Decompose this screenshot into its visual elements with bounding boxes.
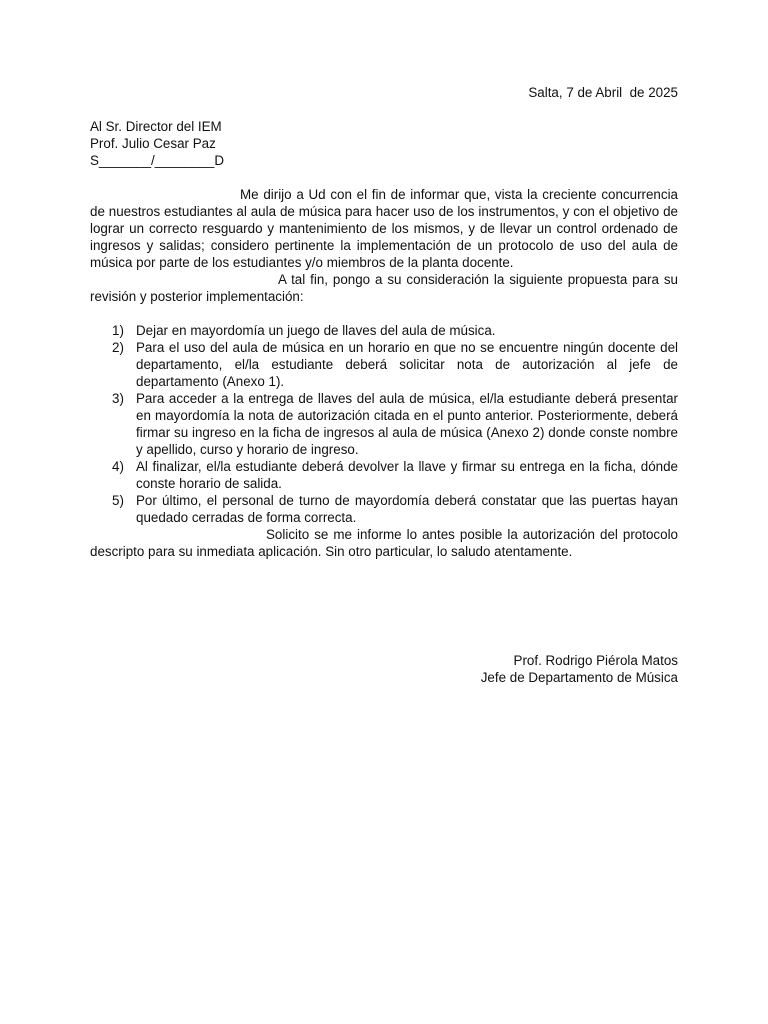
list-item bbox=[90, 322, 678, 339]
paragraph-intro: Me dirijo a Ud con el fin de informar que, vista la creciente concurrencia de nuestros estudiantes al aula de música para hacer uso de los instrumentos, y con el objetivo de lograr un correcto resguardo y mantenimiento de los mismos, y de llevar un control ordenado de ingresos y salidas; considero pertinente la implementación de un protocolo de uso del aula de música por parte de los estudiantes y/o miembros de la planta docente. bbox=[90, 187, 678, 270]
letter-body bbox=[90, 186, 678, 560]
list-item-number: 2) bbox=[112, 340, 124, 355]
date-line: Salta, 7 de Abril de 2025 bbox=[528, 85, 678, 100]
list-item-text: Para acceder a la entrega de llaves del aula de música, el/la estudiante deberá presentar en mayordomía la nota de autorización citada en el punto anterior. Posteriormente, deberá firmar su ingreso en la ficha de ingresos al aula de música (Anexo 2) donde conste nombre y apellido, curso y horario de ingreso. bbox=[136, 391, 678, 457]
list-item-text: Por último, el personal de turno de mayordomía deberá constatar que las puertas hayan quedado cerradas de forma correcta. bbox=[136, 493, 678, 525]
list-item bbox=[90, 492, 678, 526]
recipient-line-1: Al Sr. Director del IEM bbox=[90, 119, 222, 134]
proposal-list bbox=[90, 322, 678, 526]
list-item-number: 4) bbox=[112, 459, 124, 474]
list-item-number: 1) bbox=[112, 323, 124, 338]
list-item bbox=[90, 339, 678, 390]
signature-block bbox=[90, 652, 678, 686]
list-item-text: Para el uso del aula de música en un horario en que no se encuentre ningún docente del departamento, el/la estudiante deberá solicitar nota de autorización al jefe de departamento (Anexo 1). bbox=[136, 340, 678, 389]
list-item-number: 3) bbox=[112, 391, 124, 406]
recipient-block bbox=[90, 118, 678, 169]
list-item-text: Dejar en mayordomía un juego de llaves del aula de música. bbox=[136, 323, 496, 338]
list-item-text: Al finalizar, el/la estudiante deberá devolver la llave y firmar su entrega en la ficha, dónde conste horario de salida. bbox=[136, 459, 678, 491]
list-item-number: 5) bbox=[112, 493, 124, 508]
paragraph-closing: Solicito se me informe lo antes posible la autorización del protocolo descripto para su inmediata aplicación. Sin otro particular, lo saludo atentamente. bbox=[90, 527, 678, 559]
list-item bbox=[90, 458, 678, 492]
signature-name: Prof. Rodrigo Piérola Matos bbox=[513, 653, 678, 668]
list-item bbox=[90, 390, 678, 458]
recipient-line-2: Prof. Julio Cesar Paz bbox=[90, 136, 216, 151]
signature-title: Jefe de Departamento de Música bbox=[480, 670, 678, 685]
paragraph-proposal: A tal fin, pongo a su consideración la siguiente propuesta para su revisión y posterior implementación: bbox=[90, 272, 678, 304]
recipient-line-3: S_______/________D bbox=[90, 153, 225, 168]
